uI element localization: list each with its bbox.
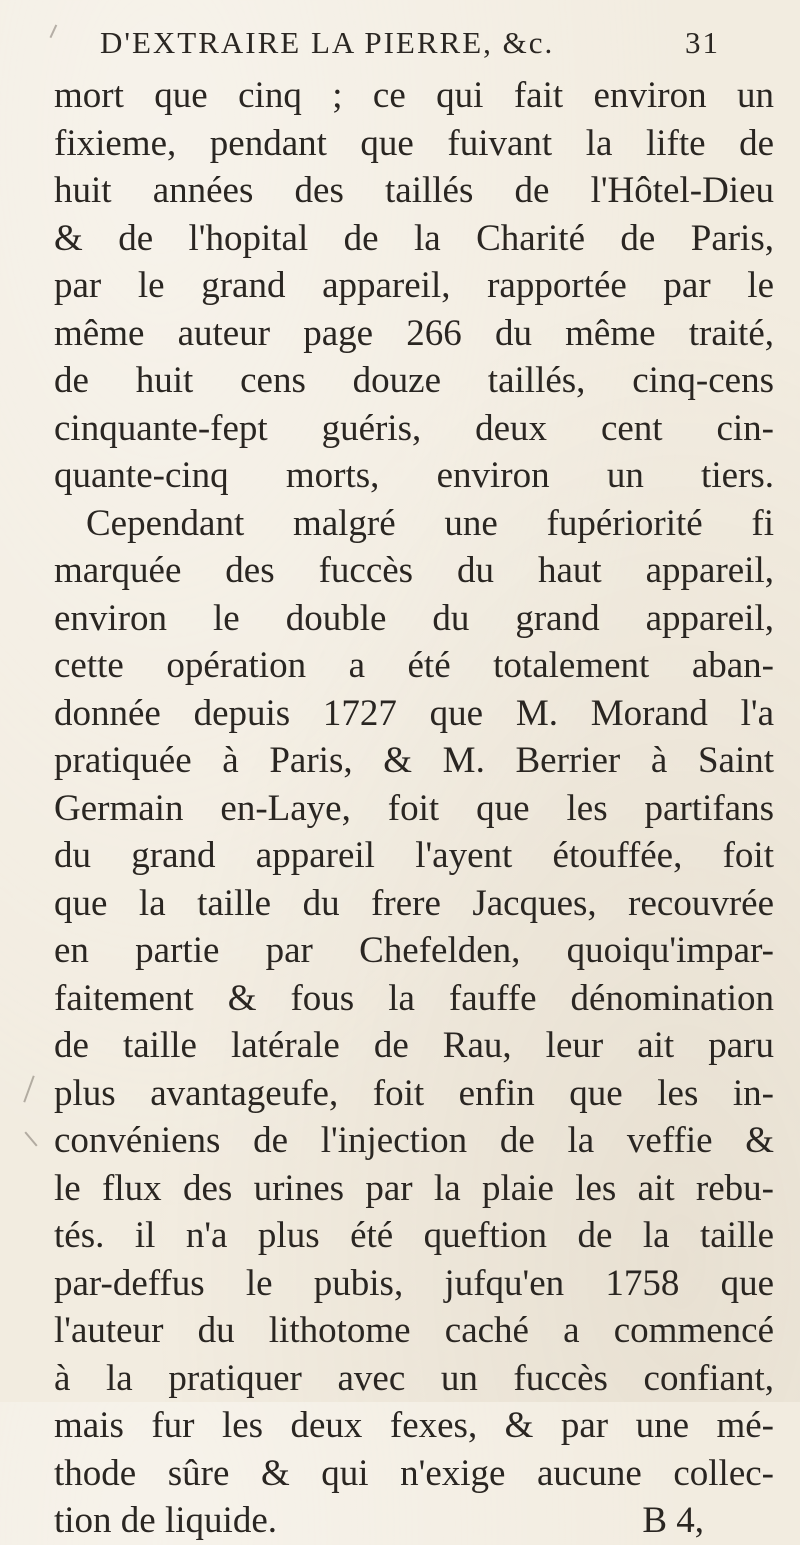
text-line: Germain en-Laye, foit que les partifans bbox=[54, 787, 774, 829]
text-line: tés. il n'a plus été queftion de la taille bbox=[54, 1215, 774, 1256]
text-line: du grand appareil l'ayent étouffée, foit bbox=[54, 835, 774, 876]
text-line: que la taille du frere Jacques, recouvrée bbox=[54, 882, 774, 924]
text-line: fixieme, pendant que fuivant la lifte de bbox=[54, 122, 774, 164]
text-line: même auteur page 266 du même traité, bbox=[54, 312, 774, 354]
text-line: à la pratiquer avec un fuccès confiant, bbox=[54, 1357, 774, 1399]
text-line: mort que cinq ; ce qui fait environ un bbox=[54, 75, 774, 116]
text-line: mais fur les deux fexes, & par une mé- bbox=[54, 1405, 774, 1446]
page-number: 31 bbox=[685, 25, 720, 60]
text-line-paragraph-start: Cependant malgré une fupériorité fi bbox=[86, 502, 774, 544]
running-head bbox=[100, 18, 720, 68]
text-line: de huit cens douze taillés, cinq-cens bbox=[54, 360, 774, 401]
text-line: l'auteur du lithotome caché a commencé bbox=[54, 1310, 774, 1351]
margin-mark bbox=[23, 1076, 34, 1103]
text-line: par-deffus le pubis, jufqu'en 1758 que bbox=[54, 1262, 774, 1304]
text-line: cette opération a été totalement aban- bbox=[54, 645, 774, 686]
text-line: donnée depuis 1727 que M. Morand l'a bbox=[54, 692, 774, 734]
text-line-last bbox=[54, 1497, 774, 1545]
text-line: convéniens de l'injection de la veffie & bbox=[54, 1120, 774, 1161]
text-line: cinquante-fept guéris, deux cent cin- bbox=[54, 407, 774, 449]
margin-mark bbox=[24, 1131, 37, 1146]
text-line: faitement & fous la fauffe dénomination bbox=[54, 977, 774, 1019]
body-text bbox=[54, 72, 774, 1545]
text-line: marquée des fuccès du haut appareil, bbox=[54, 550, 774, 591]
text-line: quante-cinq morts, environ un tiers. bbox=[54, 455, 774, 496]
text-line: pratiquée à Paris, & M. Berrier à Saint bbox=[54, 740, 774, 781]
last-line-text: tion de liquide. bbox=[54, 1500, 277, 1541]
corner-mark bbox=[50, 25, 65, 42]
signature-mark: B 4, bbox=[642, 1500, 704, 1541]
text-line: plus avantageufe, foit enfin que les in- bbox=[54, 1072, 774, 1114]
text-line: par le grand appareil, rapportée par le bbox=[54, 265, 774, 306]
text-line: le flux des urines par la plaie les ait rebu- bbox=[54, 1167, 774, 1209]
text-line: en partie par Chefelden, quoiqu'impar- bbox=[54, 930, 774, 971]
text-line: de taille latérale de Rau, leur ait paru bbox=[54, 1025, 774, 1066]
running-title: D'EXTRAIRE LA PIERRE, &c. bbox=[100, 25, 555, 60]
text-line: & de l'hopital de la Charité de Paris, bbox=[54, 217, 774, 259]
text-line: environ le double du grand appareil, bbox=[54, 597, 774, 639]
text-line: thode sûre & qui n'exige aucune collec- bbox=[54, 1452, 774, 1494]
text-line: huit années des taillés de l'Hôtel-Dieu bbox=[54, 170, 774, 211]
